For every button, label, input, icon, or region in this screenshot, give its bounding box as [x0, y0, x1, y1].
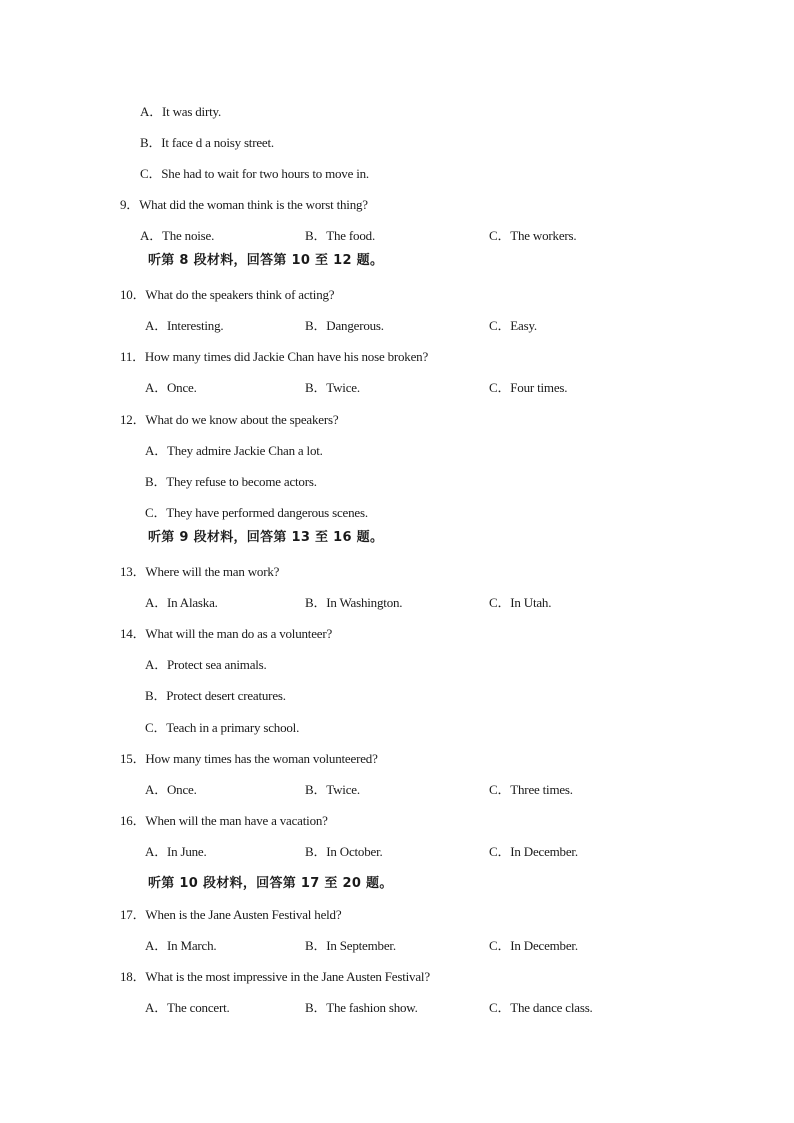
- q15-option-c: C．Three times.: [489, 782, 573, 797]
- q14-question: 14．What will the man do as a volunteer?: [120, 626, 333, 641]
- q15-question: 15．How many times has the woman volunteered?: [120, 751, 378, 766]
- section-heading-9: 听第 9 段材料，回答第 13 至 16 题。: [148, 530, 384, 545]
- q13-option-a: A．In Alaska.: [145, 595, 218, 610]
- q11-option-b: B．Twice.: [305, 380, 360, 395]
- q8-option-c: C．She had to wait for two hours to move in.: [140, 166, 369, 181]
- q17-option-b: B．In September.: [305, 938, 396, 953]
- q12-question: 12．What do we know about the speakers?: [120, 412, 339, 427]
- q15-option-b: B．Twice.: [305, 782, 360, 797]
- q16-option-b: B．In October.: [305, 844, 383, 859]
- q9-option-a: A．The noise.: [140, 228, 215, 243]
- q11-option-a: A．Once.: [145, 380, 197, 395]
- q13-question: 13．Where will the man work?: [120, 564, 280, 579]
- q16-option-a: A．In June.: [145, 844, 207, 859]
- q12-option-b: B．They refuse to become actors.: [145, 474, 317, 489]
- q11-option-c: C．Four times.: [489, 380, 568, 395]
- q10-option-b: B．Dangerous.: [305, 318, 384, 333]
- q17-option-c: C．In December.: [489, 938, 578, 953]
- q11-question: 11．How many times did Jackie Chan have his nose broken?: [120, 349, 429, 364]
- q14-option-a: A．Protect sea animals.: [145, 657, 267, 672]
- q13-option-c: C．In Utah.: [489, 595, 552, 610]
- q12-option-a: A．They admire Jackie Chan a lot.: [145, 443, 323, 458]
- q14-option-b: B．Protect desert creatures.: [145, 688, 286, 703]
- q9-option-b: B．The food.: [305, 228, 376, 243]
- q18-question: 18．What is the most impressive in the Jane Austen Festival?: [120, 969, 430, 984]
- q16-option-c: C．In December.: [489, 844, 578, 859]
- section-heading-10: 听第 10 段材料，回答第 17 至 20 题。: [148, 876, 393, 891]
- q10-option-a: A．Interesting.: [145, 318, 224, 333]
- q9-option-c: C．The workers.: [489, 228, 577, 243]
- q8-option-b: B．It face d a noisy street.: [140, 135, 274, 150]
- q10-question: 10．What do the speakers think of acting?: [120, 287, 335, 302]
- q17-question: 17．When is the Jane Austen Festival held?: [120, 907, 342, 922]
- q9-question: 9．What did the woman think is the worst thing?: [120, 197, 368, 212]
- section-heading-8: 听第 8 段材料，回答第 10 至 12 题。: [148, 253, 384, 268]
- q16-question: 16．When will the man have a vacation?: [120, 813, 328, 828]
- q8-option-a: A．It was dirty.: [140, 104, 222, 119]
- q17-option-a: A．In March.: [145, 938, 217, 953]
- q18-option-c: C．The dance class.: [489, 1000, 593, 1015]
- q12-option-c: C．They have performed dangerous scenes.: [145, 505, 368, 520]
- q15-option-a: A．Once.: [145, 782, 197, 797]
- q18-option-b: B．The fashion show.: [305, 1000, 418, 1015]
- q10-option-c: C．Easy.: [489, 318, 537, 333]
- q18-option-a: A．The concert.: [145, 1000, 230, 1015]
- q14-option-c: C．Teach in a primary school.: [145, 720, 300, 735]
- q13-option-b: B．In Washington.: [305, 595, 403, 610]
